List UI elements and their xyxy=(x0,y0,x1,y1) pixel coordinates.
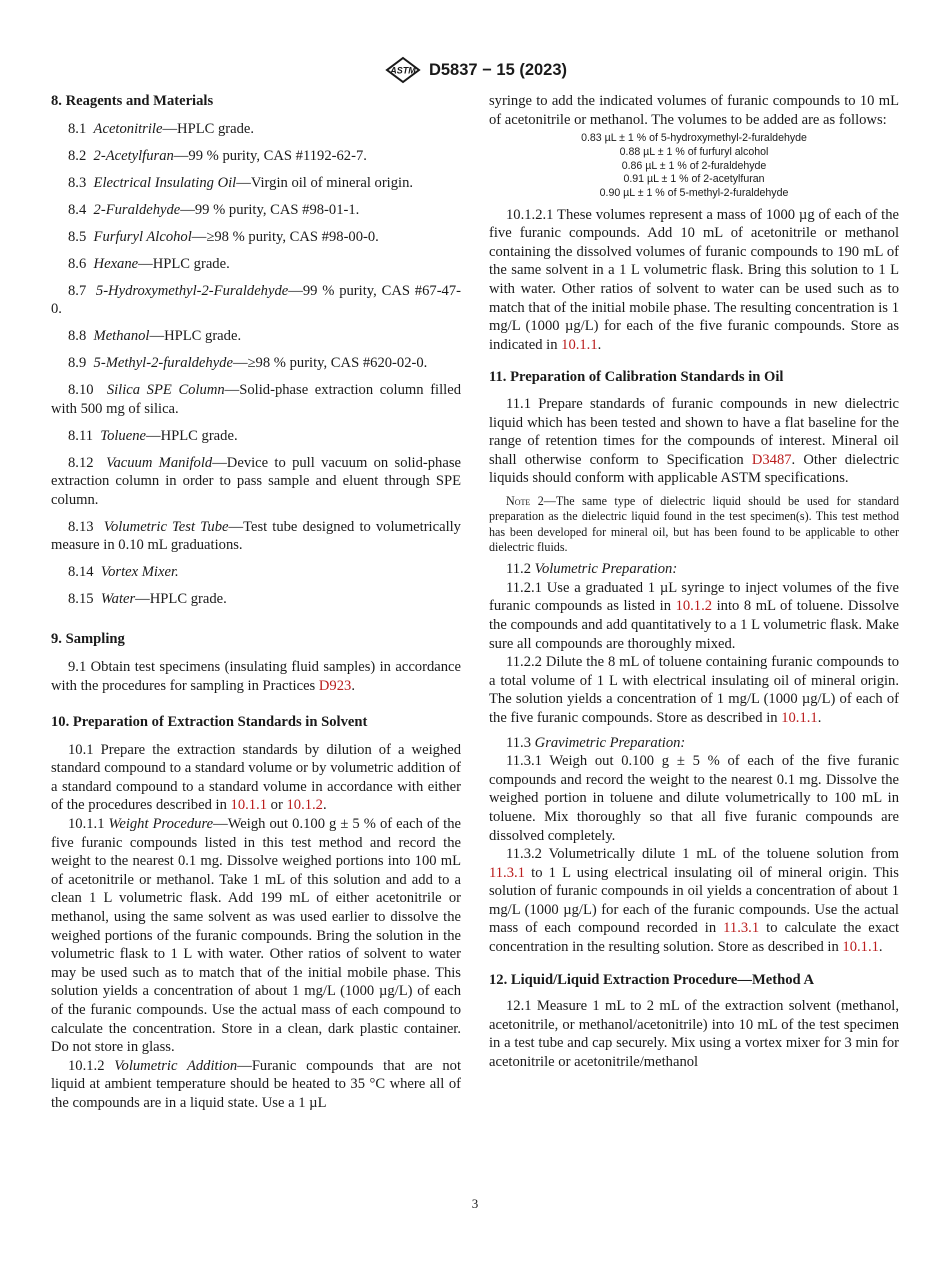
reagent-number: 8.13 xyxy=(68,518,94,535)
reagent-item xyxy=(51,381,461,418)
page-number: 3 xyxy=(471,1196,479,1211)
reagent-item xyxy=(51,255,461,274)
svg-text:ASTM: ASTM xyxy=(390,65,416,76)
reagent-description: —HPLC grade. xyxy=(138,255,230,272)
reagent-item xyxy=(51,174,461,193)
paragraph-11-1: 11.1 Prepare standards of furanic compounds in new dielectric liquid which has been tested and shown to have a flat baseline for the range of retention times for the compounds of interest. Mineral oil shall otherwise conform to Specification D3487. Other dielectric liquids should conform with applicable ASTM specifications. xyxy=(489,396,899,487)
reagent-term: Vacuum Manifold xyxy=(106,454,213,471)
reagent-item xyxy=(51,282,461,319)
paragraph-11-3-1: 11.3.1 Weigh out 0.100 g ± 5 % of each of the five furanic compounds and record the weight to the nearest 0.1 mg. Dissolve the weighed portion in toluene and dilute volumetrically to 100 mL in toluene. Mix thoroughly so that all five furanic compounds are dissolved completely. xyxy=(489,753,899,844)
paragraph-11-3-2: 11.3.2 Volumetrically dilute 1 mL of the toluene solution from 11.3.1 to 1 L using electrical insulating oil of mineral origin. This solution of furanic compounds in oil yields a concentration of about 1 mg/L (1000 µg/L) for each of the furanic compounds. Use the actual mass of each compound recorded in 11.3.1 to calculate the exact concentration in the resulting solution. Store as described in 10.1.1. xyxy=(489,846,899,956)
volume-line: 0.90 µL ± 1 % of 5-methyl-2-furaldehyde xyxy=(599,187,789,199)
paragraph-9-1: 9.1 Obtain test specimens (insulating fluid samples) in accordance with the procedures for sampling in Practices D923. xyxy=(51,658,461,694)
reagent-term: 2-Furaldehyde xyxy=(93,201,181,218)
astm-logo-icon xyxy=(383,56,423,84)
reagent-description: —99 % purity, CAS #98-01-1. xyxy=(180,201,360,218)
reagent-item xyxy=(51,354,461,373)
reagent-item xyxy=(51,518,461,555)
ref-10-1-2-link[interactable]: 10.1.2 xyxy=(286,797,323,814)
reagent-term: Electrical Insulating Oil xyxy=(93,174,237,191)
reagent-term: Acetonitrile xyxy=(93,120,163,137)
reagent-term: 5-Methyl-2-furaldehyde xyxy=(93,355,233,372)
reagent-description: —HPLC grade. xyxy=(149,328,242,345)
reagent-description: —Virgin oil of mineral origin. xyxy=(236,174,414,191)
reagent-item xyxy=(51,228,461,247)
reagent-number: 8.3 xyxy=(68,174,87,191)
reagents-list xyxy=(51,120,461,609)
reagent-term: Furfuryl Alcohol xyxy=(93,228,192,245)
volume-line: 0.91 µL ± 1 % of 2-acetylfuran xyxy=(623,173,765,186)
reagent-number: 8.11 xyxy=(68,427,93,444)
document-designation: D5837 − 15 (2023) xyxy=(428,60,568,79)
ref-10-1-1-link[interactable]: 10.1.1 xyxy=(561,336,598,353)
paragraph-10-1: 10.1 Prepare the extraction standards by dilution of a weighed standard compound to a standard volume or by volumetric addition of a standard compound to a standard volume in accordance with either of the procedures described in 10.1.1 or 10.1.2. xyxy=(51,741,461,814)
reagent-term: Vortex Mixer. xyxy=(100,564,179,581)
reagent-number: 8.7 xyxy=(68,282,87,299)
paragraph-11-3: 11.3 Gravimetric Preparation: xyxy=(506,734,686,751)
reagent-description: —Solid-phase extraction column filled with 500 mg of silica. xyxy=(51,382,461,417)
reagent-description: —99 % purity, CAS #1192-62-7. xyxy=(173,147,367,164)
volume-line: 0.83 µL ± 1 % of 5-hydroxymethyl-2-furaldehyde xyxy=(581,132,807,145)
right-column xyxy=(489,92,899,1072)
reagent-number: 8.12 xyxy=(68,454,94,471)
volume-line: 0.88 µL ± 1 % of furfuryl alcohol xyxy=(619,145,769,158)
reagent-number: 8.8 xyxy=(68,328,87,345)
section-8-heading: 8. Reagents and Materials xyxy=(51,93,214,109)
ref-10-1-2-link[interactable]: 10.1.2 xyxy=(675,598,713,615)
reagent-description: —Test tube designed to volumetrically measure in 0.10 mL graduations. xyxy=(51,518,461,554)
reagent-description: —Device to pull vacuum on solid-phase extraction column in order to pass sample and eluent through SPE column. xyxy=(51,454,461,508)
ref-d3487-link[interactable]: D3487 xyxy=(751,451,792,468)
paragraph-10-1-1: 10.1.1 Weight Procedure—Weigh out 0.100 g ± 5 % of each of the five furanic compounds listed in this test method and record the weight to the nearest 0.1 mg. Dissolve weighed portions into 100 mL of acetonitrile or methanol. Take 1 mL of this solution and add to a clean 1 L volumetric flask. Add 199 mL of either acetonitrile or methanol, using the same solvent as was used earlier to dissolve the weighed portions of the furanic compounds. Bring the solution in the volumetric flask to 1 L with water. Other ratios of solvent to water may be used such as to match that of the initial mobile phase. This solution yields a concentration of about 1 mg/L (1000 µg/L) of each of the furanic compounds. Use the actual mass of each compound to calculate the concentration. Store in a clean, dark plastic container. Do not store in glass. xyxy=(51,816,461,1056)
reagent-item xyxy=(51,201,461,220)
note-2: Note 2—The same type of dielectric liquid should be used for standard preparation as the dielectric liquid found in the test specimen(s). This test method has been developed for mineral oil, but has been found to be applicable to other dielectric fluids. xyxy=(489,494,899,554)
reagent-number: 8.6 xyxy=(68,255,87,272)
paragraph-10-1-2-1: 10.1.2.1 These volumes represent a mass of 1000 µg of each of the five furanic compounds. Add 10 mL of acetonitrile or methanol containing the dissolved volumes of furanic compounds to 190 mL of the same solvent in a 1 L volumetric flask. Bring this solution to 1 L with water. Other ratios of solvent to water can be used such as to match that of the initial mobile phase. The resulting concentration is 1 mg/L (1000 µg/L) for each of the five furanic compounds. Store as indicated in 10.1.1. xyxy=(489,206,899,353)
reagent-number: 8.10 xyxy=(68,382,94,399)
reagent-term: 2-Acetylfuran xyxy=(93,147,174,164)
left-column xyxy=(51,92,461,1113)
reagent-description: —HPLC grade. xyxy=(162,120,255,137)
reagent-term: 5-Hydroxymethyl-2-Furaldehyde xyxy=(95,282,289,299)
reagent-number: 8.2 xyxy=(68,147,87,164)
ref-10-1-1-link[interactable]: 10.1.1 xyxy=(230,797,267,814)
reagent-item xyxy=(51,454,461,510)
reagent-term: Methanol xyxy=(93,328,150,345)
ref-11-3-1-link[interactable]: 11.3.1 xyxy=(723,920,760,937)
section-11-heading: 11. Preparation of Calibration Standards in Oil xyxy=(489,369,784,386)
reagent-number: 8.14 xyxy=(68,564,94,581)
volume-line: 0.86 µL ± 1 % of 2-furaldehyde xyxy=(621,159,767,172)
reagent-term: Toluene xyxy=(100,427,146,444)
reagent-number: 8.4 xyxy=(68,201,87,218)
reagent-item xyxy=(51,147,461,166)
reagent-description: —HPLC grade. xyxy=(135,591,227,608)
ref-11-3-1-link[interactable]: 11.3.1 xyxy=(489,864,525,881)
note-label: Note 2 xyxy=(506,494,544,509)
reagent-item xyxy=(51,590,461,609)
volumes-list xyxy=(489,132,899,201)
reagent-description: —≥98 % purity, CAS #620-02-0. xyxy=(232,355,428,372)
section-9-heading: 9. Sampling xyxy=(51,631,125,648)
paragraph-12-1: 12.1 Measure 1 mL to 2 mL of the extraction solvent (methanol, acetonitrile, or methanol/acetonitrile) into 10 mL of the test specimen in a test tube and cap securely. Mix using a vortex mixer for 3 min for acetonitrile or acetonitrile/methanol xyxy=(489,998,899,1071)
section-12-heading: 12. Liquid/Liquid Extraction Procedure—Method A xyxy=(489,971,815,988)
reagent-term: Volumetric Test Tube xyxy=(103,518,229,535)
paragraph-11-2-1: 11.2.1 Use a graduated 1 µL syringe to inject volumes of the five furanic compounds as listed in 10.1.2 into 8 mL of toluene. Dissolve the compounds and add quantitatively to a 1 L volumetric flask. Make sure all compounds are thoroughly mixed. xyxy=(489,579,899,652)
paragraph-11-2: 11.2 Volumetric Preparation: xyxy=(506,561,678,578)
reagent-item xyxy=(51,563,461,582)
ref-d923-link[interactable]: D923 xyxy=(318,677,352,694)
reagent-description: —99 % purity, CAS #67-47-0. xyxy=(51,282,462,318)
reagent-description: —HPLC grade. xyxy=(145,427,238,444)
ref-10-1-1-link[interactable]: 10.1.1 xyxy=(842,939,879,956)
page-header xyxy=(0,56,950,84)
reagent-number: 8.1 xyxy=(68,120,87,137)
reagent-number: 8.9 xyxy=(68,355,87,372)
reagent-description: —≥98 % purity, CAS #98-00-0. xyxy=(191,228,379,245)
reagent-term: Silica SPE Column xyxy=(106,382,225,399)
paragraph-11-2-2: 11.2.2 Dilute the 8 mL of toluene containing furanic compounds to a total volume of 1 L with electrical insulating oil of mineral origin. The solution yields a concentration of 1 mg/L (1000 µg/L) of each of the five furanic compounds. Store as described in 10.1.1. xyxy=(489,654,899,726)
reagent-item xyxy=(51,327,461,346)
reagent-item xyxy=(51,427,461,446)
reagent-number: 8.15 xyxy=(68,591,94,608)
reagent-item xyxy=(51,120,461,139)
reagent-term: Hexane xyxy=(93,255,139,272)
reagent-number: 8.5 xyxy=(68,228,87,245)
ref-10-1-1-link[interactable]: 10.1.1 xyxy=(781,709,818,726)
paragraph-10-1-2: 10.1.2 Volumetric Addition—Furanic compounds that are not liquid at ambient temperature should be heated to 35 °C where all of the compounds are in a liquid state. Use a 1 µL xyxy=(51,1057,461,1111)
reagent-term: Water xyxy=(100,591,136,608)
paragraph-10-1-2-continued: syringe to add the indicated volumes of furanic compounds to 10 mL of acetonitrile or methanol. The volumes to be added are as follows: xyxy=(489,93,899,128)
section-10-heading: 10. Preparation of Extraction Standards in Solvent xyxy=(51,714,368,731)
